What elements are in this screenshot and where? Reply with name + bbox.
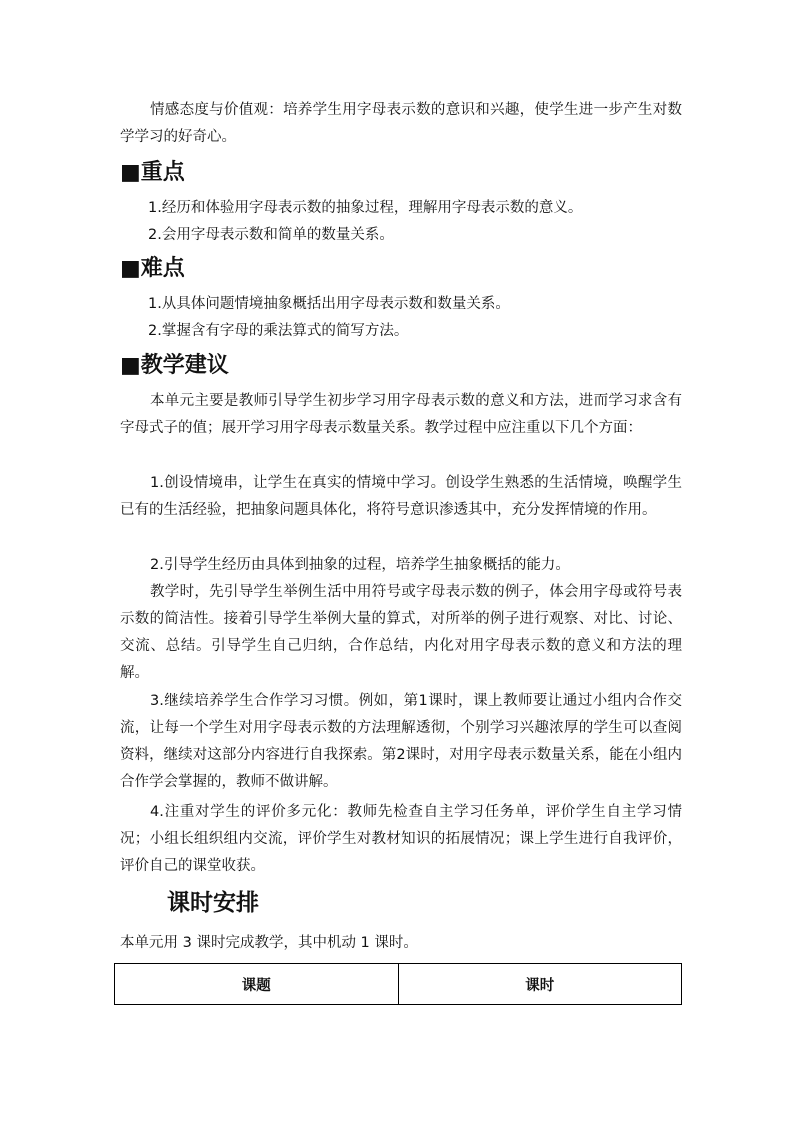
advice-paragraph: 4.注重对学生的评价多元化：教师先检查自主学习任务单，评价学生自主学习情况；小组长组织组内交流，评价学生对教材知识的拓展情况；课上学生进行自我评价，评价自己的课堂收获。 [120, 804, 682, 874]
advice-paragraph: 3.继续培养学生合作学习习惯。例如，第1课时，课上教师要让通过小组内合作交流，让每一个学生对用字母表示数的方法理解透彻，个别学习兴趣浓厚的学生可以查阅资料，继续对这部分内容进行自我探索。第2课时，对用字母表示数量关系，能在小组内合作学会掌握的，教师不做讲解。 [120, 693, 682, 790]
table-header-cell: 课题 [115, 964, 399, 1005]
heading-teaching-advice: ■教学建议 [120, 353, 229, 378]
heading-key-points: ■重点 [120, 160, 185, 185]
advice-paragraph: 教学时，先引导学生举例生活中用符号或字母表示数的例子，体会用字母或符号表示数的简洁性。接着引导学生举例大量的算式，对所举的例子进行观察、对比、讨论、交流、总结。引导学生自己归纳，合作总结，内化对用字母表示数的意义和方法的理解。 [120, 584, 682, 681]
difficult-point-item: 2.掌握含有字母的乘法算式的简写方法。 [148, 323, 409, 339]
key-point-item: 2.会用字母表示数和简单的数量关系。 [148, 227, 394, 243]
key-point-item: 1.经历和体验用字母表示数的抽象过程，理解用字母表示数的意义。 [148, 200, 583, 216]
table-header-cell: 课时 [398, 964, 682, 1005]
intro-paragraph: 情感态度与价值观：培养学生用字母表示数的意识和兴趣，使学生进一步产生对数学学习的好奇心。 [120, 102, 682, 145]
schedule-note: 本单元用 3 课时完成教学，其中机动 1 课时。 [120, 935, 418, 951]
advice-paragraph: 2.引导学生经历由具体到抽象的过程，培养学生抽象概括的能力。 [150, 557, 570, 573]
table-header-row [115, 964, 682, 1005]
heading-difficult-points: ■难点 [120, 256, 185, 281]
advice-paragraph: 本单元主要是教师引导学生初步学习用字母表示数的意义和方法，进而学习求含有字母式子的值；展开学习用字母表示数量关系。教学过程中应注重以下几个方面： [120, 393, 682, 436]
advice-paragraph: 1.创设情境串，让学生在真实的情境中学习。创设学生熟悉的生活情境，唤醒学生已有的生活经验，把抽象问题具体化，将符号意识渗透其中，充分发挥情境的作用。 [120, 475, 682, 518]
heading-lesson-schedule: 课时安排 [167, 890, 259, 916]
difficult-point-item: 1.从具体问题情境抽象概括出用字母表示数和数量关系。 [148, 296, 510, 312]
lesson-schedule-table [114, 963, 682, 1005]
